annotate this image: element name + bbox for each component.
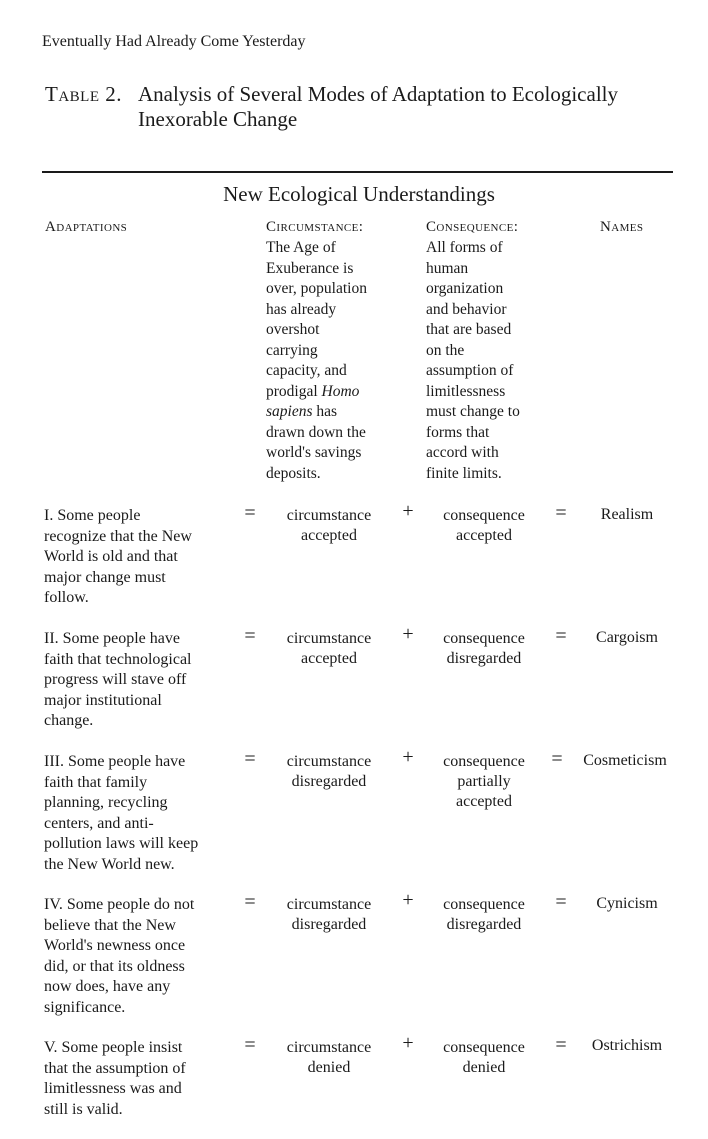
plus-sign: + [402,1032,414,1054]
row-5-circumstance [262,1038,396,1078]
row-line: change. [44,712,94,729]
row-4-circumstance [262,895,396,935]
def-italic-text: sapiens [266,403,313,420]
cell-line: accepted [301,650,357,667]
cell-line: disregarded [446,916,522,933]
cell-line: disregarded [446,650,522,667]
row-line: faith that family [44,773,148,791]
row-5-consequence [424,1038,544,1078]
row-line: World's newness once [44,937,186,954]
plus-sign: + [402,500,414,522]
circumstance-definition [266,238,367,484]
row-1-consequence [424,506,544,546]
plus-sign: + [402,746,414,768]
def-line [266,402,367,423]
equals-sign: = [555,1034,567,1056]
row-4-name: Cynicism [596,895,658,912]
header-consequence: Consequence: [426,219,519,235]
def-line: drawn down the [266,423,366,441]
row-line: major institutional [44,691,162,709]
cell-line: denied [462,1059,506,1076]
equals-sign: = [244,891,256,913]
equals-sign: = [244,502,256,524]
table-title-line-1: Analysis of Several Modes of Adaptation to Ecologically [138,82,618,106]
row-line: limitlessness was and [44,1080,182,1097]
row-line: III. Some people have [44,753,186,770]
def-line: limitlessness [426,382,506,400]
row-line: V. Some people insist [44,1039,183,1056]
row-line: faith that technological [44,650,192,668]
def-line: carrying [266,341,318,359]
section-heading: New Ecological Understandings [223,182,495,206]
def-italic-text: Homo [321,382,360,400]
row-line: now does, have any [44,978,171,995]
row-3-name: Cosmeticism [583,752,667,769]
def-line: must change to [426,403,520,420]
row-1-circumstance [262,506,396,546]
table-title-line-2: Inexorable Change [138,107,298,131]
row-line: believe that the New [44,916,176,934]
cell-line: circumstance [286,507,372,524]
row-line: II. Some people have [44,630,180,647]
equals-sign: = [244,1034,256,1056]
row-line: I. Some people [44,507,141,524]
row-line: progress will stave off [44,671,187,688]
row-2-consequence [424,629,544,669]
plus-sign: + [402,623,414,645]
row-line: follow. [44,589,89,606]
def-text: prodigal [266,382,322,400]
cell-line: consequence [443,753,525,770]
cell-line: circumstance [286,753,372,770]
def-line: human [426,259,469,277]
row-3-description [44,752,198,875]
cell-line: disregarded [291,916,367,933]
def-line: overshot [266,321,320,338]
def-line: on the [426,341,465,359]
cell-line: disregarded [291,773,367,790]
def-line: The Age of [266,239,336,256]
cell-line: circumstance [286,896,372,913]
row-5-name: Ostrichism [591,1037,663,1054]
row-3-consequence [424,752,544,812]
cell-line: consequence [443,630,525,647]
def-line: and behavior [426,300,507,318]
header-names: Names [600,219,644,235]
def-line: deposits. [266,464,321,482]
def-line: Exuberance is [266,259,354,277]
consequence-definition [426,238,520,484]
row-4-description [44,895,194,1018]
running-head: Eventually Had Already Come Yesterday [42,33,306,50]
row-2-circumstance [262,629,396,669]
header-circumstance: Circumstance: [266,219,364,235]
cell-line: consequence [443,507,525,524]
table-top-rule [42,171,673,173]
cell-line: partially [457,773,511,790]
row-line: planning, recycling [44,794,168,811]
def-line: that are based [426,321,512,338]
def-line: finite limits. [426,464,502,482]
table-title [138,82,678,132]
cell-line: accepted [456,527,512,544]
cell-line: accepted [301,527,357,544]
table-label: Table 2. [45,82,122,106]
row-line: pollution laws will keep [44,835,199,852]
row-4-consequence [424,895,544,935]
row-line: did, or that its oldness [44,957,185,975]
def-text: has [312,403,338,420]
equals-sign: = [555,891,567,913]
equals-sign: = [244,748,256,770]
cell-line: consequence [443,896,525,913]
row-2-name: Cargoism [596,629,658,646]
equals-sign: = [555,625,567,647]
row-line: recognize that the New [44,527,192,545]
row-line: the New World new. [44,855,175,873]
def-line: accord with [426,444,499,461]
row-1-name: Realism [600,506,654,523]
cell-line: circumstance [286,630,372,647]
row-line: significance. [44,998,126,1016]
row-line: major change must [44,568,166,586]
def-line: world's savings [266,444,362,461]
cell-line: denied [307,1059,351,1076]
row-2-description [44,629,192,732]
row-line: still is valid. [44,1100,123,1118]
row-line: centers, and anti- [44,814,154,832]
header-adaptations: Adaptations [45,219,128,235]
row-1-description [44,506,192,609]
row-3-circumstance [262,752,396,792]
row-line: that the assumption of [44,1059,186,1077]
equals-sign: = [244,625,256,647]
cell-line: circumstance [286,1039,372,1056]
row-5-description [44,1038,186,1120]
def-line [266,382,367,403]
row-line: World is old and that [44,548,178,565]
def-line: capacity, and [266,362,347,379]
def-line: All forms of [426,239,503,256]
row-line: IV. Some people do not [44,896,195,913]
def-line: over, population [266,280,367,297]
plus-sign: + [402,889,414,911]
cell-line: accepted [456,793,512,810]
def-line: organization [426,280,504,297]
equals-sign: = [551,748,563,770]
equals-sign: = [555,502,567,524]
def-line: has already [266,300,337,318]
cell-line: consequence [443,1039,525,1056]
def-line: assumption of [426,362,514,379]
def-line: forms that [426,423,490,441]
